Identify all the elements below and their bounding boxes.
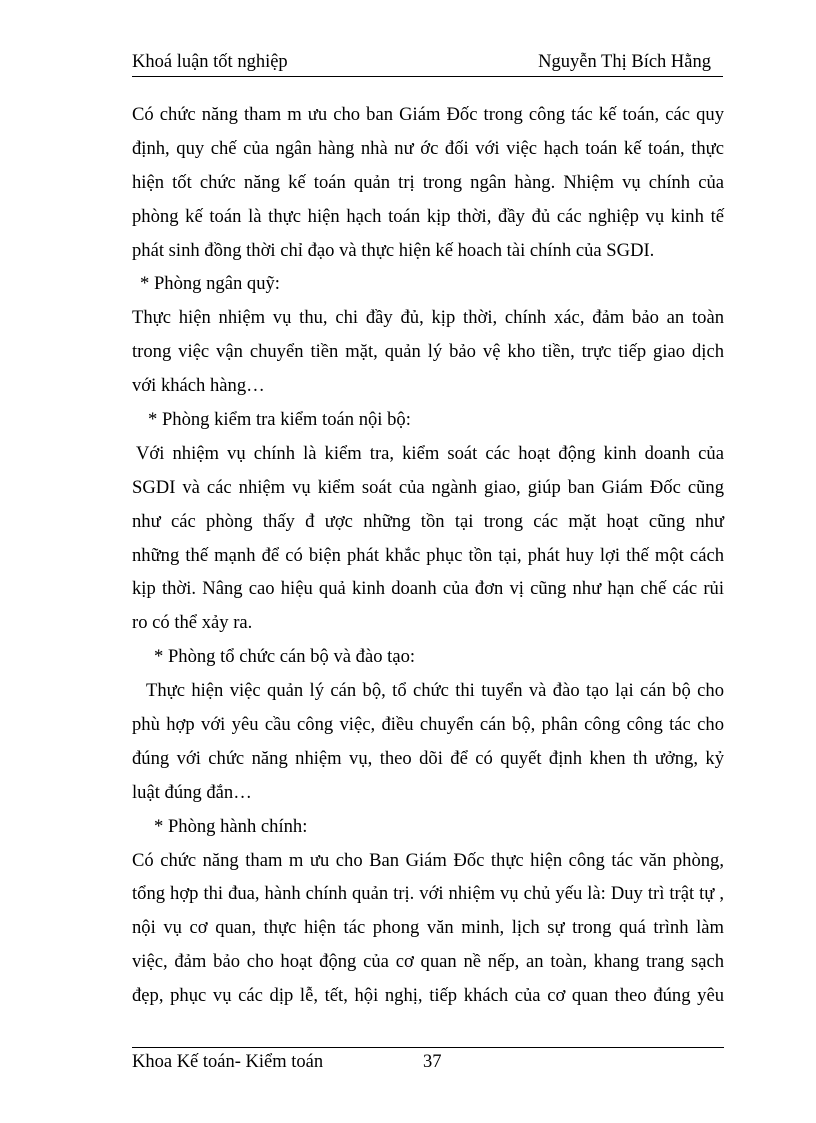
body-line: đẹp, phục vụ các dịp lễ, tết, hội nghị, tiếp khách của cơ quan theo đúng yêu bbox=[132, 985, 724, 1007]
body-line: Với nhiệm vụ chính là kiểm tra, kiểm soát các hoạt động kinh doanh của bbox=[136, 442, 724, 464]
body-line: nội vụ cơ quan, thực hiện tác phong văn minh, lịch sự trong quá trình làm bbox=[132, 917, 724, 939]
section-heading-personnel: * Phòng tổ chức cán bộ và đào tạo: bbox=[154, 646, 416, 668]
page-footer bbox=[132, 1047, 724, 1072]
body-line: luật đúng đắn… bbox=[132, 781, 252, 803]
body-line: phù hợp với yêu cầu công việc, điều chuyển cán bộ, phân công công tác cho bbox=[132, 714, 724, 736]
page-number: 37 bbox=[423, 1052, 442, 1072]
body-line: như các phòng thấy đ ược những tồn tại trong các mặt hoạt cũng như bbox=[132, 510, 724, 532]
body-line: Thực hiện việc quản lý cán bộ, tổ chức thi tuyển và đào tạo lại cán bộ cho bbox=[146, 680, 724, 702]
body-line: trong việc vận chuyển tiền mặt, quản lý bảo vệ kho tiền, trực tiếp giao dịch bbox=[132, 341, 724, 363]
body-line: Có chức năng tham m ưu cho Ban Giám Đốc thực hiện công tác văn phòng, bbox=[132, 849, 724, 871]
header-author-name: Nguyễn Thị Bích Hằng bbox=[538, 52, 711, 72]
body-line: kịp thời. Nâng cao hiệu quả kinh doanh của đơn vị cũng như hạn chế các rủi bbox=[132, 578, 724, 600]
body-line: phát sinh đồng thời chỉ đạo và thực hiện kế hoach tài chính của SGDI. bbox=[132, 239, 655, 261]
body-line: phòng kế toán là thực hiện hạch toán kịp thời, đầy đủ các nghiệp vụ kinh tế bbox=[132, 205, 724, 227]
body-line: Thực hiện nhiệm vụ thu, chi đầy đủ, kịp thời, chính xác, đảm bảo an toàn bbox=[132, 307, 724, 329]
body-line: việc, đảm bảo cho hoạt động của cơ quan nề nếp, an toàn, khang trang sạch bbox=[132, 951, 724, 973]
body-line: Có chức năng tham m ưu cho ban Giám Đốc trong công tác kế toán, các quy bbox=[132, 104, 724, 125]
section-heading-administration: * Phòng hành chính: bbox=[154, 815, 308, 837]
body-line: ro có thể xảy ra. bbox=[132, 612, 253, 634]
body-line: hiện tốt chức năng kế toán quản trị trong ngân hàng. Nhiệm vụ chính của bbox=[132, 171, 724, 193]
header-course-title: Khoá luận tốt nghiệp bbox=[132, 52, 288, 72]
page-body bbox=[132, 98, 724, 1013]
body-line: với khách hàng… bbox=[132, 375, 265, 397]
body-line: đúng với chức năng nhiệm vụ, theo dõi để có quyết định khen th ưởng, kỷ bbox=[132, 747, 724, 769]
section-heading-treasury: * Phòng ngân quỹ: bbox=[140, 273, 280, 295]
section-heading-internal-audit: * Phòng kiểm tra kiểm toán nội bộ: bbox=[148, 409, 411, 431]
page-header bbox=[132, 52, 723, 77]
body-line: SGDI và các nhiệm vụ kiểm soát của ngành giao, giúp ban Giám Đốc cũng bbox=[132, 476, 724, 498]
body-line: tổng hợp thi đua, hành chính quản trị. với nhiệm vụ chủ yếu là: Duy trì trật tự , bbox=[132, 883, 724, 905]
body-line: định, quy chế của ngân hàng nhà nư ớc đối với việc hạch toán kế toán, thực bbox=[132, 137, 724, 159]
body-line: những thế mạnh để có biện phát khắc phục tồn tại, phát huy lợi thế một cách bbox=[132, 544, 724, 566]
footer-faculty: Khoa Kế toán- Kiểm toán bbox=[132, 1052, 324, 1072]
